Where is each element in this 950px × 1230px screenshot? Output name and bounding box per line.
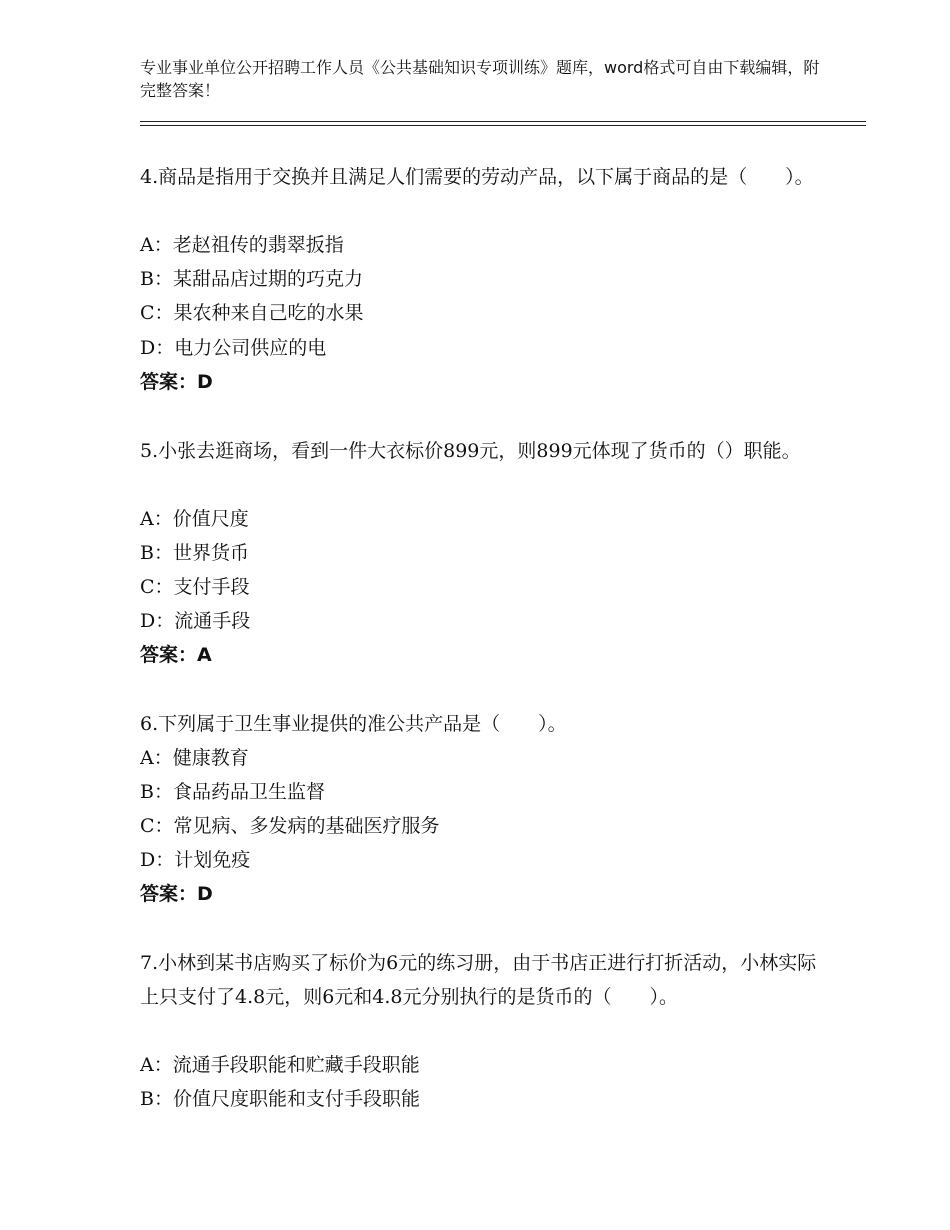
- question-7-option-b: B：价值尺度职能和支付手段职能: [140, 1088, 420, 1110]
- question-5-answer: 答案：A: [140, 644, 212, 666]
- question-5-text: 5.小张去逛商场，看到一件大衣标价899元，则899元体现了货币的（）职能。: [140, 440, 801, 462]
- question-6-option-c: C：常见病、多发病的基础医疗服务: [140, 815, 440, 837]
- question-6-option-b: B：食品药品卫生监督: [140, 781, 325, 803]
- question-5-option-c: C：支付手段: [140, 576, 250, 598]
- question-6-answer: 答案：D: [140, 883, 213, 905]
- question-4-option-b: B：某甜品店过期的巧克力: [140, 268, 363, 290]
- question-4-option-a: A：老赵祖传的翡翠扳指: [140, 234, 344, 256]
- question-7-text: 7.小林到某书店购买了标价为6元的练习册，由于书店正进行打折活动，小林实际上只支付了4.8元，则6元和4.8元分别执行的是货币的（ ）。: [140, 952, 817, 1008]
- question-5-option-a: A：价值尺度: [140, 508, 249, 530]
- question-6-text: 6.下列属于卫生事业提供的准公共产品是（ ）。: [140, 713, 567, 735]
- question-5-option-b: B：世界货币: [140, 542, 249, 564]
- question-6-option-d: D：计划免疫: [140, 849, 251, 871]
- question-7-option-a: A：流通手段职能和贮藏手段职能: [140, 1054, 420, 1076]
- header-rule-bottom: [140, 125, 866, 126]
- question-5-option-d: D：流通手段: [140, 610, 251, 632]
- document-header: 专业事业单位公开招聘工作人员《公共基础知识专项训练》题库，word格式可自由下载编辑，附完整答案！: [140, 58, 820, 100]
- question-4-option-c: C：果农种来自己吃的水果: [140, 302, 364, 324]
- question-4-answer: 答案：D: [140, 371, 213, 393]
- question-4-text: 4.商品是指用于交换并且满足人们需要的劳动产品，以下属于商品的是（ ）。: [140, 166, 814, 188]
- question-6-option-a: A：健康教育: [140, 747, 249, 769]
- question-4-option-d: D：电力公司供应的电: [140, 337, 327, 359]
- header-rule-top: [140, 121, 866, 122]
